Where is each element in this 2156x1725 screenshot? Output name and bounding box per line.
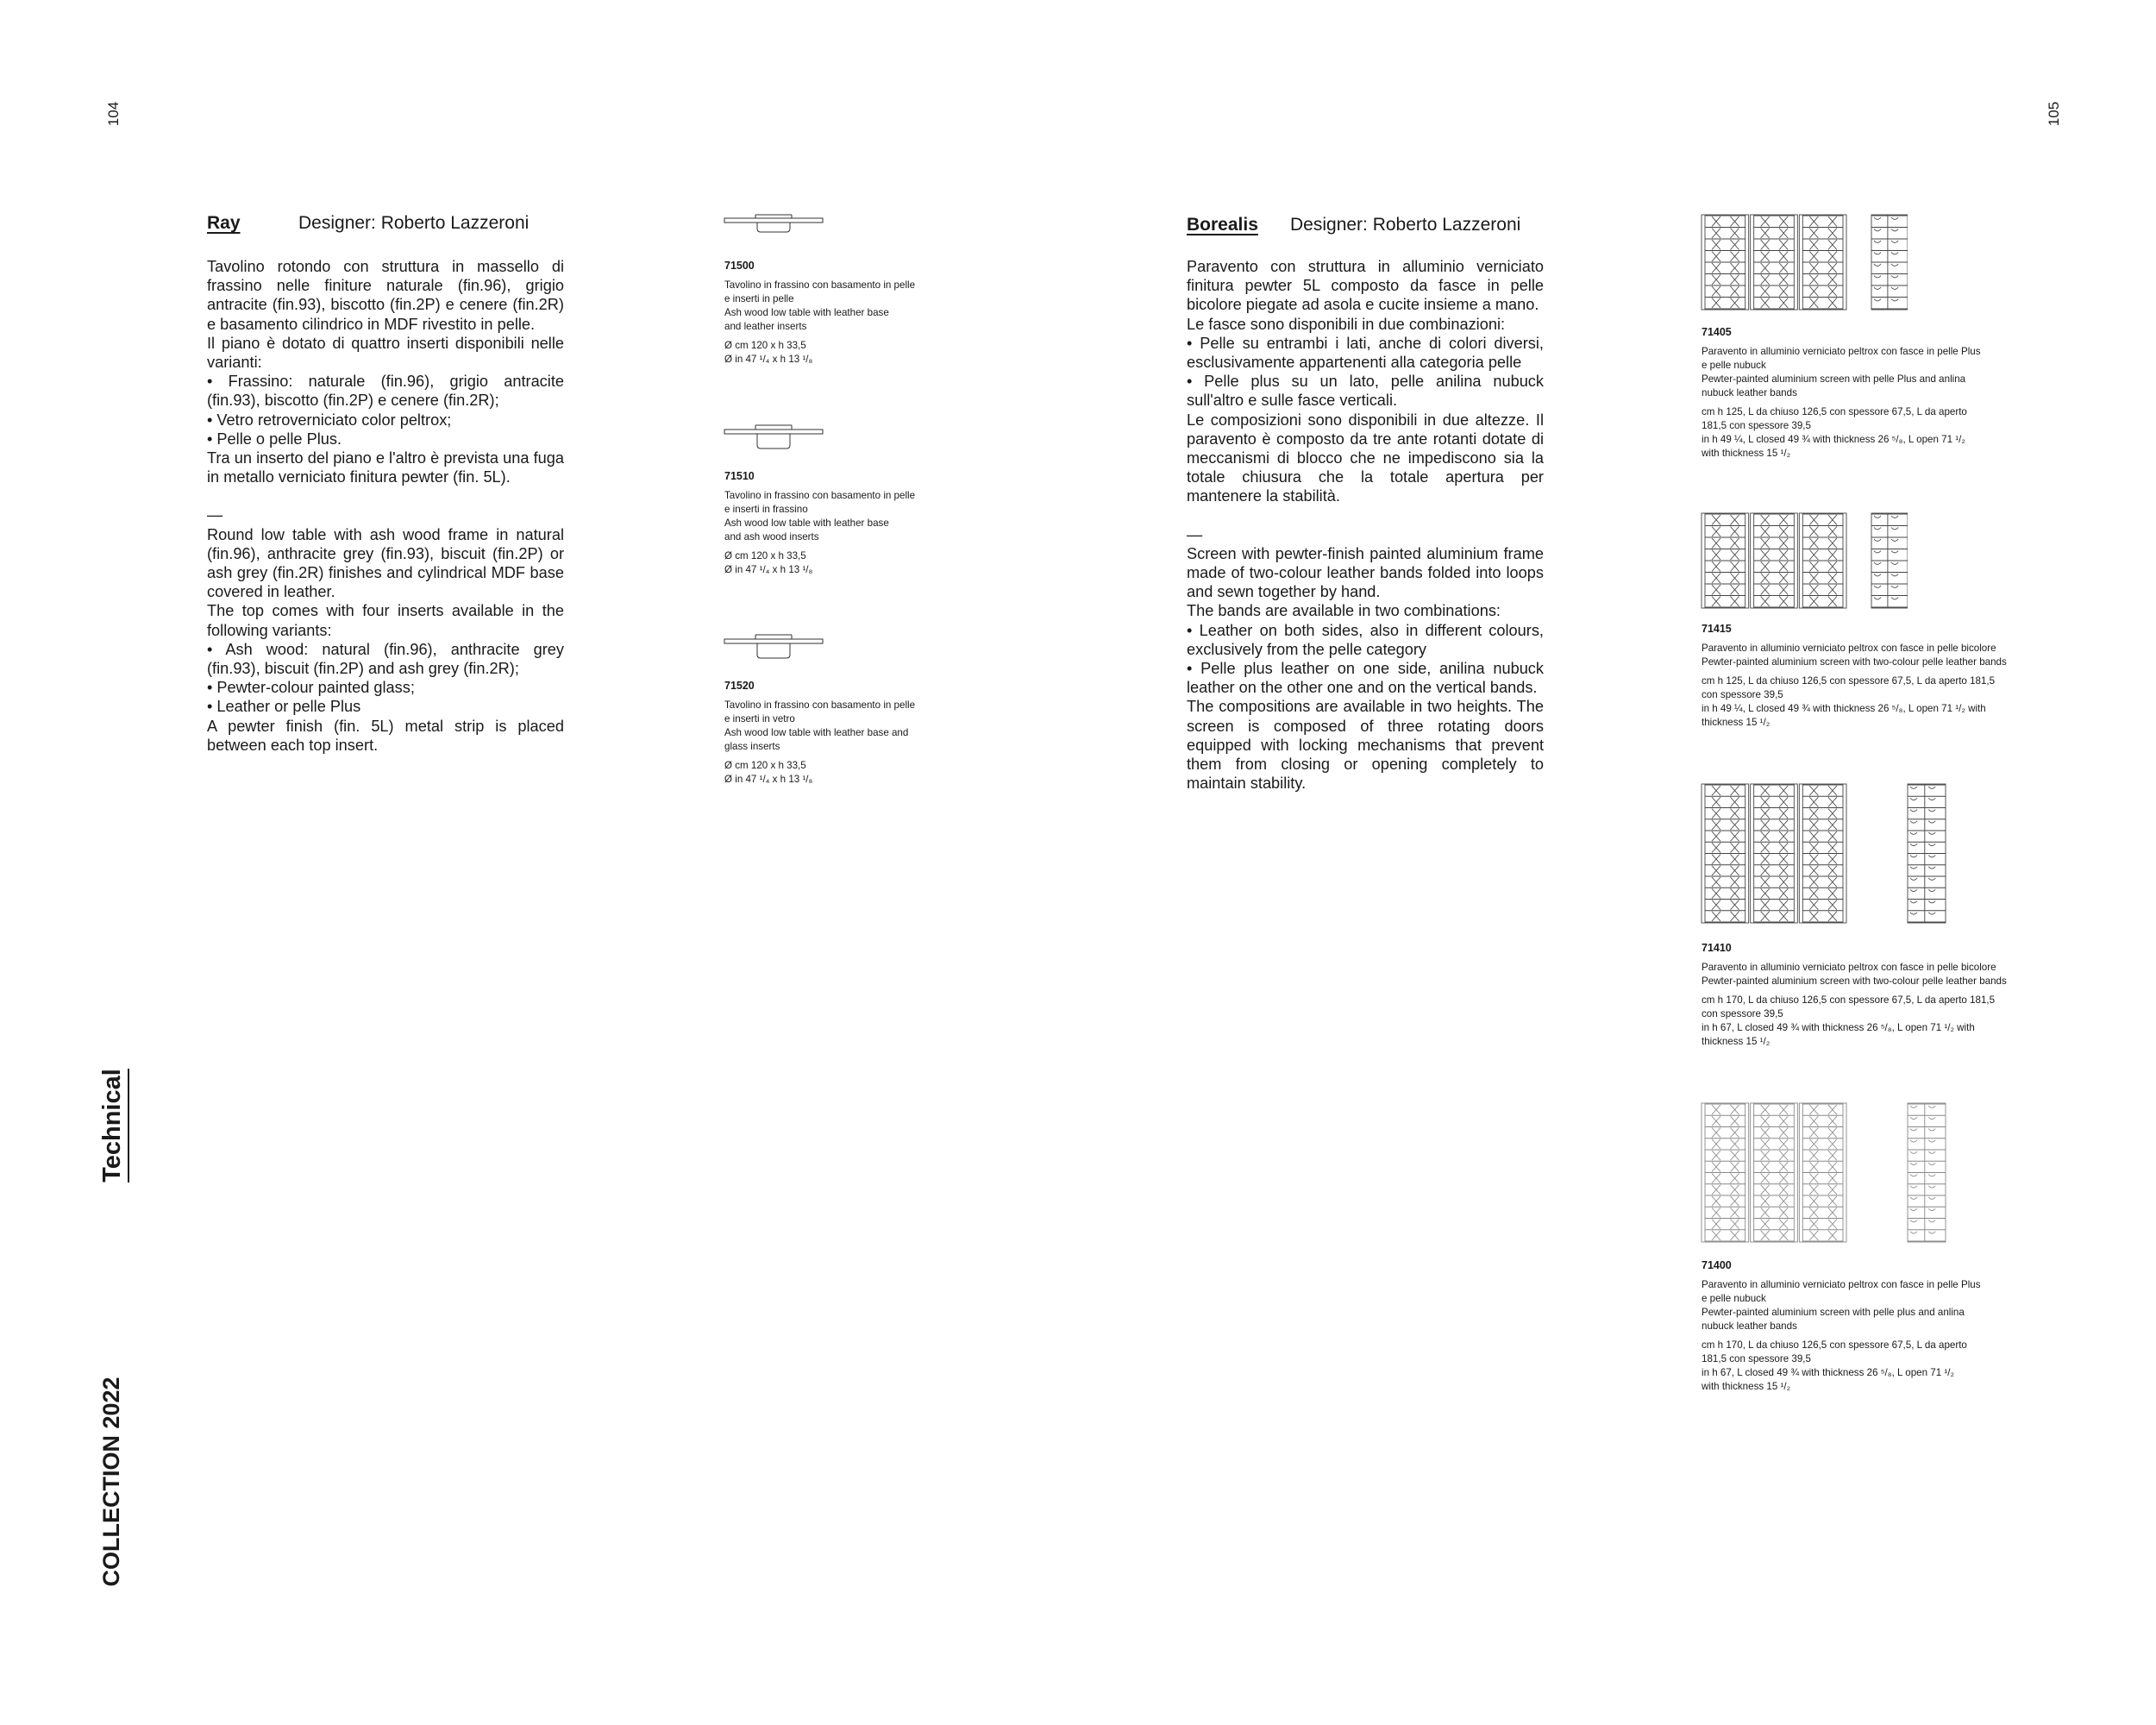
- dims-line: thickness 15 ¹/₂: [1702, 717, 1771, 728]
- desc-line: Tavolino in frassino con basamento in pelle: [724, 699, 916, 711]
- desc-line: e inserti in frassino: [724, 504, 808, 515]
- dims-line: in h 67, L closed 49 ¾ with thickness 26 ⁵/₈, L open 71 ¹/₂ with: [1702, 1022, 1975, 1033]
- dims-line: with thickness 15 ¹/₂: [1702, 1381, 1791, 1392]
- bullet-item: • Frassino: naturale (fin.96), grigio antracite (fin.93), biscotto (fin.2P) e cenere (fin.2R);: [207, 373, 564, 410]
- desc-line: glass inserts: [724, 741, 780, 752]
- paragraph: Screen with pewter-finish painted aluminium frame made of two-colour leather bands folded into loops and sewn together by hand.: [1187, 544, 1544, 601]
- table-drawing-71510: [723, 423, 826, 454]
- borealis-description: [1187, 257, 1544, 793]
- dims-line: Ø cm 120 x h 33,5: [724, 550, 806, 561]
- bullet-item: • Pewter-colour painted glass;: [207, 679, 415, 697]
- paragraph: Round low table with ash wood frame in natural (fin.96), anthracite grey (fin.93), biscuit (fin.2P) or ash grey (fin.2R) finishes and cylindrical MDF base covered in leather.: [207, 525, 564, 601]
- desc-line: Paravento in alluminio verniciato peltrox con fasce in pelle bicolore: [1702, 643, 1996, 654]
- table-drawing-71500: [723, 213, 826, 239]
- product-71415: [1702, 623, 2046, 730]
- desc-line: e inserti in pelle: [724, 293, 794, 304]
- desc-line: e pelle nubuck: [1702, 360, 1766, 371]
- dims-line: cm h 170, L da chiuso 126,5 con spessore 67,5, L da aperto 181,5: [1702, 994, 1996, 1006]
- dims-line: cm h 170, L da chiuso 126,5 con spessore 67,5, L da aperto: [1702, 1339, 1967, 1351]
- dims-line: con spessore 39,5: [1702, 689, 1783, 700]
- desc-line: nubuck leather bands: [1702, 387, 1797, 398]
- product-code: 71410: [1702, 942, 1732, 954]
- table-drawing-71520: [723, 632, 826, 663]
- ray-product-name: Ray: [207, 213, 241, 233]
- desc-line: e inserti in vetro: [724, 713, 795, 724]
- paragraph: A pewter finish (fin. 5L) metal strip is placed between each top insert.: [207, 717, 564, 754]
- desc-line: and leather inserts: [724, 321, 807, 332]
- separator-dash: —: [207, 506, 223, 524]
- bullet-item: • Leather or pelle Plus: [207, 698, 361, 716]
- product-71510: [724, 470, 966, 577]
- side-label-collection: COLLECTION 2022: [98, 1377, 124, 1587]
- desc-line: Pewter-painted aluminium screen with two-colour pelle leather bands: [1702, 656, 2007, 668]
- bullet-item: • Ash wood: natural (fin.96), anthracite grey (fin.93), biscuit (fin.2P) and ash grey (fin.2R);: [207, 640, 564, 678]
- paragraph: Tra un inserto del piano e l'altro è prevista una fuga in metallo verniciato finitura pewter (fin. 5L).: [207, 449, 564, 486]
- screen-drawing-71405: [1701, 214, 1908, 313]
- product-code: 71520: [724, 680, 755, 692]
- bullet-item: • Pelle plus su un lato, pelle anilina nubuck sull'altro e sulle fasce verticali.: [1187, 373, 1544, 410]
- dims-line: Ø cm 120 x h 33,5: [724, 340, 806, 351]
- side-label-technical: Technical: [95, 1026, 129, 1225]
- page-number-left: 104: [105, 101, 122, 127]
- desc-line: Paravento in alluminio verniciato peltrox con fasce in pelle Plus: [1702, 346, 1981, 357]
- dims-line: with thickness 15 ¹/₂: [1702, 448, 1791, 459]
- desc-line: Pewter-painted aluminium screen with pelle plus and anlina: [1702, 1307, 1965, 1318]
- bullet-item: • Pelle o pelle Plus.: [207, 430, 342, 448]
- dims-line: in h 49 ¼, L closed 49 ¾ with thickness 26 ⁵/₈, L open 71 ¹/₂: [1702, 434, 1965, 445]
- product-71405: [1702, 326, 2046, 461]
- bullet-item: • Vetro retroverniciato color peltrox;: [207, 411, 452, 429]
- screen-drawing-71410: [1701, 783, 1951, 926]
- desc-line: Paravento in alluminio verniciato peltrox con fasce in pelle Plus: [1702, 1279, 1981, 1290]
- product-71400: [1702, 1259, 2046, 1394]
- dims-line: in h 49 ¼, L closed 49 ¾ with thickness 26 ⁵/₈, L open 71 ¹/₂ with: [1702, 703, 1986, 714]
- bullet-item: • Pelle plus leather on one side, anilina nubuck leather on the other one and on the vertical bands.: [1187, 660, 1544, 697]
- borealis-description-en: [1187, 544, 1544, 794]
- dims-line: cm h 125, L da chiuso 126,5 con spessore 67,5, L da aperto: [1702, 406, 1967, 417]
- product-71500: [724, 260, 966, 367]
- product-code: 71405: [1702, 326, 1732, 338]
- dims-line: 181,5 con spessore 39,5: [1702, 420, 1811, 431]
- desc-line: Tavolino in frassino con basamento in pelle: [724, 490, 916, 501]
- paragraph: Il piano è dotato di quattro inserti disponibili nelle varianti:: [207, 334, 564, 372]
- desc-line: nubuck leather bands: [1702, 1320, 1797, 1332]
- product-code: 71500: [724, 260, 755, 272]
- screen-drawing-71415: [1701, 512, 1908, 612]
- dims-line: 181,5 con spessore 39,5: [1702, 1353, 1811, 1364]
- dims-line: thickness 15 ¹/₂: [1702, 1036, 1771, 1047]
- dims-line: Ø in 47 ¹/₄ x h 13 ¹/₈: [724, 774, 813, 785]
- product-code: 71415: [1702, 623, 1732, 635]
- ray-description-it: [207, 257, 564, 486]
- paragraph: Tavolino rotondo con struttura in massello di frassino nelle finiture naturale (fin.96), grigio antracite (fin.93), biscotto (fin.2P) e cenere (fin.2R) e basamento cilindrico in MDF rivestito in pelle.: [207, 258, 564, 333]
- desc-line: Ash wood low table with leather base: [724, 307, 889, 318]
- paragraph: The compositions are available in two heights. The screen is composed of three rotating doors equipped with locking mechanisms that prevent them from closing or opening completely to maintain stability.: [1187, 698, 1544, 793]
- desc-line: Pewter-painted aluminium screen with pelle Plus and anlina: [1702, 373, 1966, 385]
- borealis-designer: Designer: Roberto Lazzeroni: [1290, 215, 1521, 235]
- page-number-right: 105: [2046, 101, 2063, 127]
- paragraph: Le composizioni sono disponibili in due altezze. Il paravento è composto da tre ante rotanti dotate di meccanismi di blocco che ne impediscono sia la totale chiusura che la totale apertura per mantenere la stabilità.: [1187, 411, 1544, 505]
- ray-description: [207, 257, 564, 755]
- paragraph: The bands are available in two combinations:: [1187, 602, 1501, 620]
- ray-description-en: [207, 525, 564, 755]
- product-71410: [1702, 942, 2046, 1049]
- ray-designer: Designer: Roberto Lazzeroni: [298, 213, 530, 233]
- borealis-heading: [1187, 215, 1258, 235]
- desc-line: e pelle nubuck: [1702, 1293, 1766, 1304]
- paragraph: The top comes with four inserts available in the following variants:: [207, 602, 564, 639]
- dims-line: cm h 125, L da chiuso 126,5 con spessore 67,5, L da aperto 181,5: [1702, 675, 1996, 687]
- desc-line: Ash wood low table with leather base and: [724, 727, 909, 738]
- dims-line: con spessore 39,5: [1702, 1008, 1783, 1019]
- dims-line: Ø in 47 ¹/₄ x h 13 ¹/₈: [724, 564, 813, 575]
- borealis-product-name: Borealis: [1187, 215, 1258, 235]
- bullet-item: • Leather on both sides, also in different colours, exclusively from the pelle category: [1187, 621, 1544, 658]
- bullet-item: • Pelle su entrambi i lati, anche di colori diversi, esclusivamente appartenenti alla categoria pelle: [1187, 334, 1544, 372]
- screen-drawing-71400: [1701, 1102, 1951, 1245]
- separator-dash: —: [1187, 525, 1203, 543]
- desc-line: and ash wood inserts: [724, 531, 819, 543]
- borealis-description-it: [1187, 257, 1544, 506]
- desc-line: Paravento in alluminio verniciato peltrox con fasce in pelle bicolore: [1702, 962, 1996, 973]
- product-code: 71400: [1702, 1259, 1732, 1271]
- paragraph: Le fasce sono disponibili in due combinazioni:: [1187, 315, 1506, 333]
- dims-line: Ø in 47 ¹/₄ x h 13 ¹/₈: [724, 354, 813, 365]
- desc-line: Pewter-painted aluminium screen with two-colour pelle leather bands: [1702, 975, 2007, 987]
- ray-heading: [207, 213, 241, 234]
- dims-line: in h 67, L closed 49 ¾ with thickness 26 ⁵/₈, L open 71 ¹/₂: [1702, 1367, 1954, 1378]
- product-71520: [724, 680, 966, 787]
- desc-line: Tavolino in frassino con basamento in pelle: [724, 279, 916, 291]
- desc-line: Ash wood low table with leather base: [724, 518, 889, 529]
- paragraph: Paravento con struttura in alluminio verniciato finitura pewter 5L composto da fasce in pelle bicolore piegate ad asola e cucite insieme a mano.: [1187, 258, 1544, 314]
- dims-line: Ø cm 120 x h 33,5: [724, 760, 806, 771]
- product-code: 71510: [724, 470, 755, 482]
